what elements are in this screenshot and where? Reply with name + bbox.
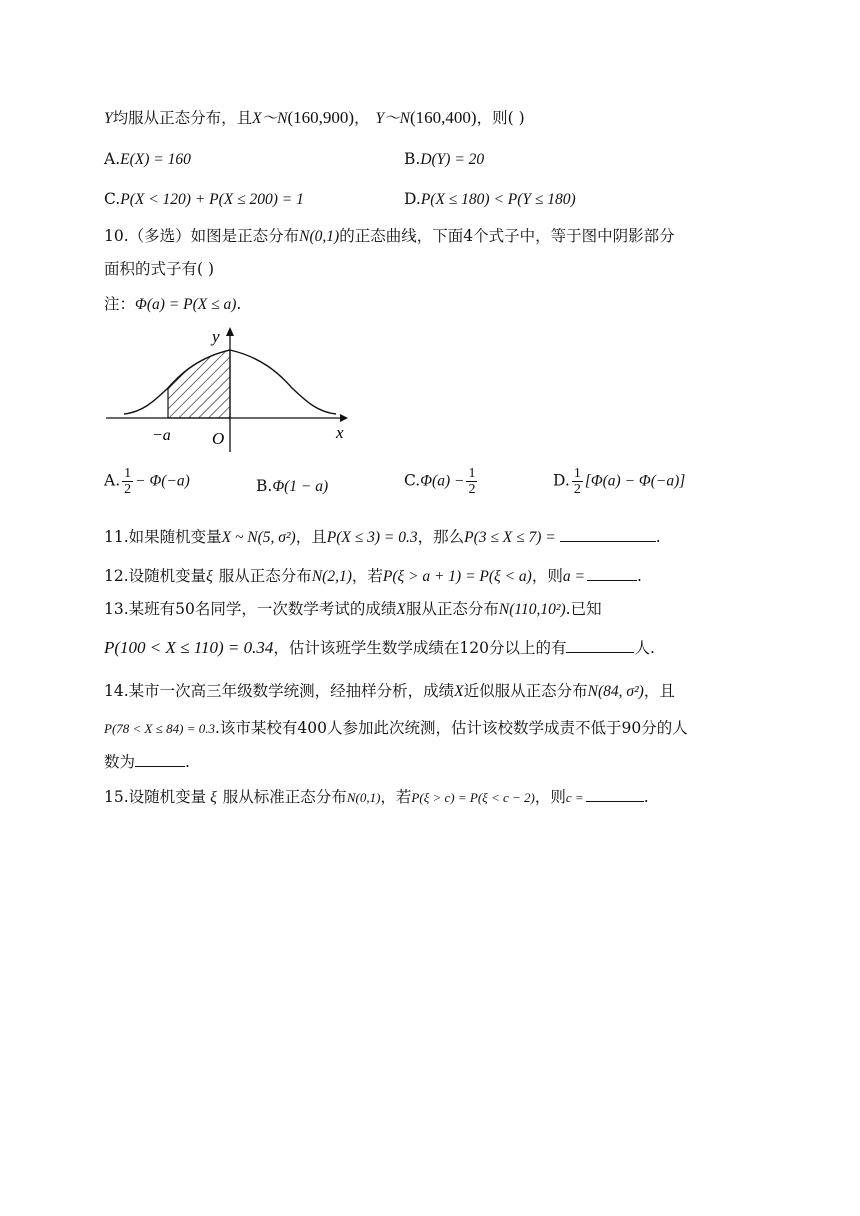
fraction: $\frac{1}{2}$ (468, 466, 476, 497)
fraction: $\frac{1}{2}$ (573, 466, 581, 497)
q13-line2: P(100 < X ≤ 110) = 0.34，估计该班学生数学成绩在120分以上的有 人. (104, 638, 655, 657)
q14-line1: 14.某市一次高三年级数学统测，经抽样分析，成绩X近似服从正态分布N(84, σ²)，且 (104, 682, 675, 700)
q10-option-c[interactable]: C.Φ(a) − $\frac{1}{2}$ (404, 466, 476, 497)
answer-blank[interactable] (566, 638, 634, 653)
q10-option-d[interactable]: D. $\frac{1}{2}$ [Φ(a) − Φ(−a)] (553, 466, 686, 497)
neg-a-label: −a (152, 427, 171, 444)
answer-blank[interactable] (560, 527, 656, 542)
q9-option-d[interactable]: D.P(X ≤ 180) < P(Y ≤ 180) (404, 190, 576, 208)
q9-stem: Y均服从正态分布，且X～N(160,900)， Y～N(160,400)，则( ) (104, 108, 525, 127)
answer-blank[interactable] (135, 752, 185, 767)
x-axis-label: x (336, 423, 344, 442)
q9-option-a[interactable]: A.E(X) = 160 (104, 150, 191, 168)
q14-line3: 数为 . (104, 753, 190, 771)
origin-label: O (212, 429, 225, 448)
answer-blank[interactable] (586, 787, 644, 802)
q10-stem-line1: 10.（多选）如图是正态分布N(0,1)的正态曲线，下面4个式子中，等于图中阴影部分 (104, 227, 675, 245)
normal-curve-figure (104, 324, 364, 454)
q10-option-b[interactable]: B.Φ(1 − a) (256, 477, 329, 495)
q9-option-c[interactable]: C.P(X < 120) + P(X ≤ 200) = 1 (104, 190, 304, 208)
q10-option-a[interactable]: A. $\frac{1}{2}$ − Φ(−a) (104, 466, 190, 497)
answer-blank[interactable] (587, 566, 637, 581)
shaded-region (168, 350, 230, 418)
q15: 15.设随机变量 ξ 服从标准正态分布N(0,1)，若P(ξ > c) = P(ξ < c − 2)，则c = . (104, 788, 649, 806)
q14-line2: P(78 < X ≤ 84) = 0.3.该市某校有400人参加此次统测，估计该校数学成责不低于90分的人 (104, 719, 688, 737)
y-axis-label: y (212, 327, 220, 346)
q13-line1: 13.某班有50名同学，一次数学考试的成绩X服从正态分布N(110,10²).已知 (104, 600, 602, 618)
q12: 12.设随机变量ξ 服从正态分布N(2,1)，若P(ξ > a + 1) = P(ξ < a)，则a = . (104, 567, 642, 585)
q11: 11.如果随机变量X ~ N(5, σ²)，且P(X ≤ 3) = 0.3，那么P(3 ≤ X ≤ 7) = . (104, 528, 661, 546)
q9-var-y: Y (104, 110, 113, 127)
q10-stem-line2: 面积的式子有( ) (104, 260, 215, 278)
fraction: $\frac{1}{2}$ (124, 466, 132, 497)
q10-note: 注：Φ(a) = P(X ≤ a). (104, 295, 242, 313)
x-axis-arrow (340, 414, 348, 422)
q9-option-b[interactable]: B.D(Y) = 20 (404, 150, 485, 168)
y-axis-arrow (226, 327, 234, 336)
